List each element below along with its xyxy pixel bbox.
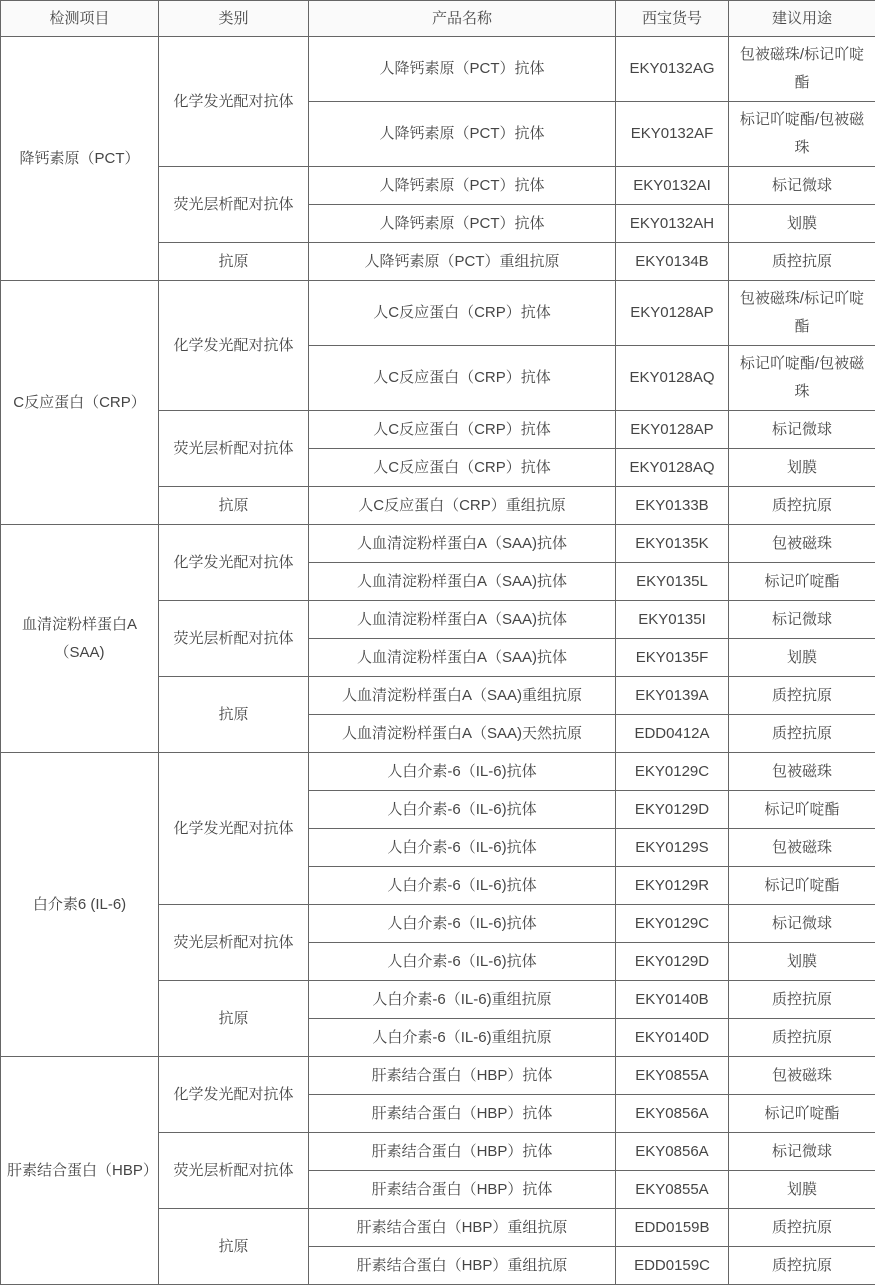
usage-cell: 划膜 — [729, 205, 875, 243]
category-cell: 化学发光配对抗体 — [159, 37, 309, 167]
usage-cell: 质控抗原 — [729, 487, 875, 525]
product-name-cell: 人血清淀粉样蛋白A（SAA)抗体 — [309, 639, 616, 677]
table-row — [1, 1057, 875, 1095]
product-name-cell: 肝素结合蛋白（HBP）重组抗原 — [309, 1209, 616, 1247]
usage-cell: 标记微球 — [729, 1133, 875, 1171]
usage-cell: 质控抗原 — [729, 677, 875, 715]
catalog-number-cell: EKY0139A — [616, 677, 729, 715]
product-name-cell: 肝素结合蛋白（HBP）抗体 — [309, 1171, 616, 1209]
column-header: 类别 — [159, 1, 309, 37]
catalog-number-cell: EKY0129C — [616, 905, 729, 943]
product-name-cell: 肝素结合蛋白（HBP）抗体 — [309, 1057, 616, 1095]
catalog-number-cell: EKY0135K — [616, 525, 729, 563]
catalog-number-cell: EKY0132AI — [616, 167, 729, 205]
usage-cell: 标记吖啶酯 — [729, 791, 875, 829]
catalog-number-cell: EKY0132AF — [616, 102, 729, 167]
product-name-cell: 人降钙素原（PCT）抗体 — [309, 37, 616, 102]
product-name-cell: 肝素结合蛋白（HBP）抗体 — [309, 1133, 616, 1171]
usage-cell: 包被磁珠 — [729, 753, 875, 791]
product-name-cell: 人血清淀粉样蛋白A（SAA)抗体 — [309, 563, 616, 601]
catalog-number-cell: EKY0140B — [616, 981, 729, 1019]
catalog-number-cell: EKY0135F — [616, 639, 729, 677]
category-cell: 抗原 — [159, 981, 309, 1057]
category-cell: 荧光层析配对抗体 — [159, 601, 309, 677]
usage-cell: 划膜 — [729, 449, 875, 487]
catalog-number-cell: EKY0129C — [616, 753, 729, 791]
category-cell: 抗原 — [159, 1209, 309, 1285]
category-cell: 荧光层析配对抗体 — [159, 167, 309, 243]
catalog-number-cell: EKY0129R — [616, 867, 729, 905]
catalog-number-cell: EKY0855A — [616, 1171, 729, 1209]
detection-item-cell: C反应蛋白（CRP） — [1, 281, 159, 525]
usage-cell: 标记微球 — [729, 167, 875, 205]
catalog-number-cell: EKY0134B — [616, 243, 729, 281]
usage-cell: 标记微球 — [729, 411, 875, 449]
product-name-cell: 人血清淀粉样蛋白A（SAA)抗体 — [309, 525, 616, 563]
product-name-cell: 人白介素-6（IL-6)抗体 — [309, 753, 616, 791]
product-name-cell: 人血清淀粉样蛋白A（SAA)天然抗原 — [309, 715, 616, 753]
catalog-number-cell: EKY0132AG — [616, 37, 729, 102]
usage-cell: 标记吖啶酯/包被磁珠 — [729, 346, 875, 411]
catalog-number-cell: EKY0133B — [616, 487, 729, 525]
usage-cell: 划膜 — [729, 639, 875, 677]
detection-item-cell: 降钙素原（PCT） — [1, 37, 159, 281]
product-name-cell: 人降钙素原（PCT）抗体 — [309, 102, 616, 167]
usage-cell: 标记吖啶酯 — [729, 867, 875, 905]
table-row — [1, 37, 875, 102]
category-cell: 抗原 — [159, 243, 309, 281]
usage-cell: 包被磁珠/标记吖啶酯 — [729, 37, 875, 102]
product-name-cell: 肝素结合蛋白（HBP）重组抗原 — [309, 1247, 616, 1285]
product-name-cell: 人C反应蛋白（CRP）重组抗原 — [309, 487, 616, 525]
catalog-number-cell: EKY0129D — [616, 943, 729, 981]
catalog-number-cell: EKY0855A — [616, 1057, 729, 1095]
usage-cell: 质控抗原 — [729, 1247, 875, 1285]
product-name-cell: 人白介素-6（IL-6)抗体 — [309, 829, 616, 867]
product-name-cell: 人白介素-6（IL-6)抗体 — [309, 867, 616, 905]
table-row — [1, 525, 875, 563]
usage-cell: 标记吖啶酯 — [729, 1095, 875, 1133]
product-name-cell: 人白介素-6（IL-6)抗体 — [309, 943, 616, 981]
catalog-number-cell: EKY0132AH — [616, 205, 729, 243]
usage-cell: 标记吖啶酯/包被磁珠 — [729, 102, 875, 167]
product-name-cell: 人降钙素原（PCT）重组抗原 — [309, 243, 616, 281]
detection-item-cell: 血清淀粉样蛋白A（SAA) — [1, 525, 159, 753]
catalog-number-cell: EKY0129D — [616, 791, 729, 829]
product-name-cell: 肝素结合蛋白（HBP）抗体 — [309, 1095, 616, 1133]
product-name-cell: 人白介素-6（IL-6)抗体 — [309, 791, 616, 829]
product-name-cell: 人降钙素原（PCT）抗体 — [309, 167, 616, 205]
table-row — [1, 281, 875, 346]
product-name-cell: 人C反应蛋白（CRP）抗体 — [309, 411, 616, 449]
table-row — [1, 753, 875, 791]
usage-cell: 质控抗原 — [729, 243, 875, 281]
catalog-number-cell: EKY0135L — [616, 563, 729, 601]
category-cell: 化学发光配对抗体 — [159, 1057, 309, 1133]
usage-cell: 划膜 — [729, 1171, 875, 1209]
usage-cell: 标记微球 — [729, 601, 875, 639]
usage-cell: 划膜 — [729, 943, 875, 981]
usage-cell: 质控抗原 — [729, 715, 875, 753]
usage-cell: 质控抗原 — [729, 1209, 875, 1247]
category-cell: 化学发光配对抗体 — [159, 281, 309, 411]
usage-cell: 标记吖啶酯 — [729, 563, 875, 601]
usage-cell: 包被磁珠 — [729, 1057, 875, 1095]
category-cell: 化学发光配对抗体 — [159, 525, 309, 601]
catalog-number-cell: EKY0128AQ — [616, 346, 729, 411]
usage-cell: 包被磁珠 — [729, 829, 875, 867]
usage-cell: 质控抗原 — [729, 1019, 875, 1057]
category-cell: 化学发光配对抗体 — [159, 753, 309, 905]
catalog-number-cell: EKY0128AP — [616, 281, 729, 346]
column-header: 产品名称 — [309, 1, 616, 37]
catalog-number-cell: EKY0856A — [616, 1095, 729, 1133]
category-cell: 荧光层析配对抗体 — [159, 905, 309, 981]
product-name-cell: 人白介素-6（IL-6)重组抗原 — [309, 981, 616, 1019]
catalog-number-cell: EDD0159B — [616, 1209, 729, 1247]
table-header-row — [1, 1, 875, 37]
usage-cell: 包被磁珠/标记吖啶酯 — [729, 281, 875, 346]
product-name-cell: 人血清淀粉样蛋白A（SAA)抗体 — [309, 601, 616, 639]
product-name-cell: 人C反应蛋白（CRP）抗体 — [309, 281, 616, 346]
product-name-cell: 人C反应蛋白（CRP）抗体 — [309, 449, 616, 487]
usage-cell: 标记微球 — [729, 905, 875, 943]
product-name-cell: 人血清淀粉样蛋白A（SAA)重组抗原 — [309, 677, 616, 715]
catalog-number-cell: EKY0140D — [616, 1019, 729, 1057]
catalog-number-cell: EDD0159C — [616, 1247, 729, 1285]
detection-item-cell: 肝素结合蛋白（HBP） — [1, 1057, 159, 1285]
column-header: 西宝货号 — [616, 1, 729, 37]
catalog-number-cell: EKY0128AQ — [616, 449, 729, 487]
catalog-number-cell: EDD0412A — [616, 715, 729, 753]
catalog-number-cell: EKY0856A — [616, 1133, 729, 1171]
category-cell: 抗原 — [159, 487, 309, 525]
detection-item-cell: 白介素6 (IL-6) — [1, 753, 159, 1057]
category-cell: 荧光层析配对抗体 — [159, 1133, 309, 1209]
column-header: 检测项目 — [1, 1, 159, 37]
catalog-number-cell: EKY0128AP — [616, 411, 729, 449]
usage-cell: 质控抗原 — [729, 981, 875, 1019]
usage-cell: 包被磁珠 — [729, 525, 875, 563]
product-name-cell: 人白介素-6（IL-6)抗体 — [309, 905, 616, 943]
product-name-cell: 人降钙素原（PCT）抗体 — [309, 205, 616, 243]
product-name-cell: 人白介素-6（IL-6)重组抗原 — [309, 1019, 616, 1057]
category-cell: 荧光层析配对抗体 — [159, 411, 309, 487]
catalog-number-cell: EKY0129S — [616, 829, 729, 867]
catalog-number-cell: EKY0135I — [616, 601, 729, 639]
category-cell: 抗原 — [159, 677, 309, 753]
product-name-cell: 人C反应蛋白（CRP）抗体 — [309, 346, 616, 411]
column-header: 建议用途 — [729, 1, 875, 37]
